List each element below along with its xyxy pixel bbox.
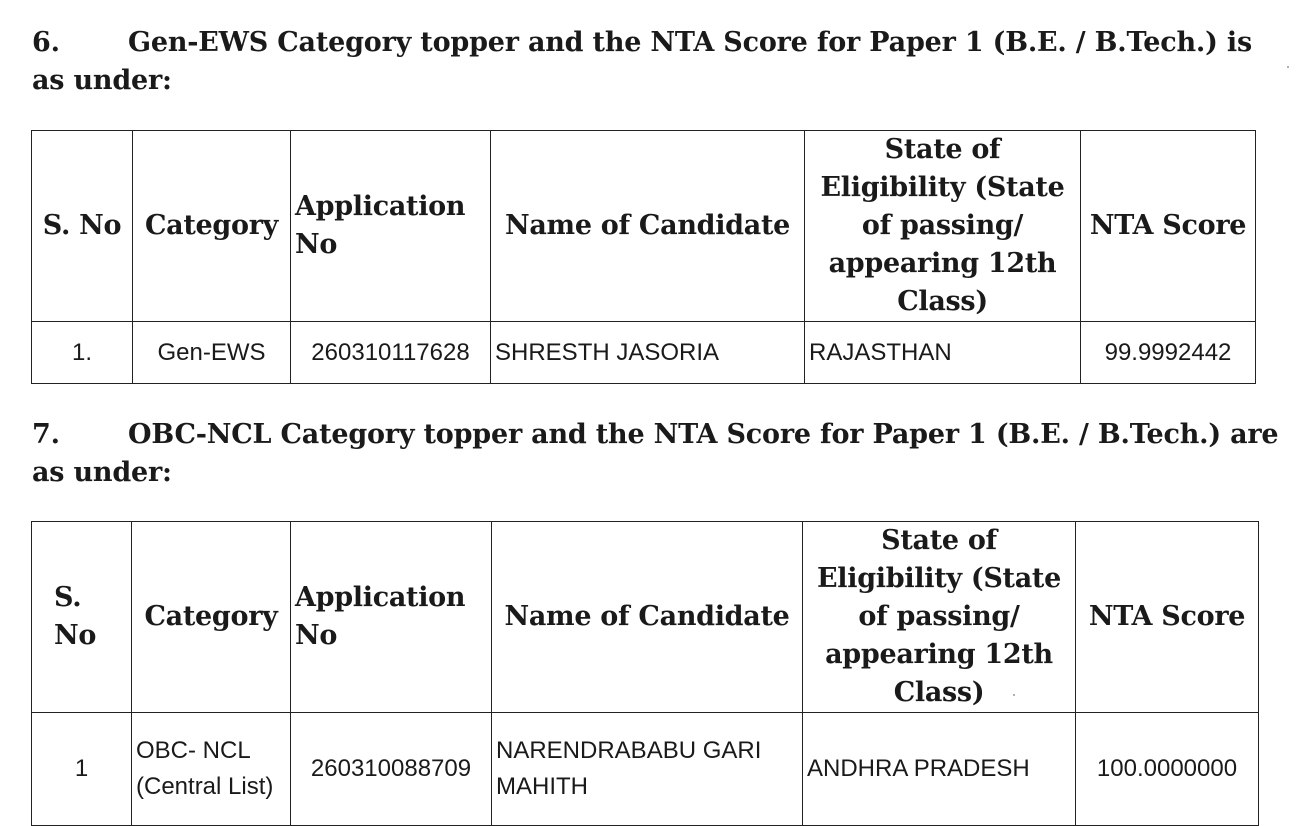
cell-category: OBC- NCL (Central List) — [132, 713, 291, 826]
section-7-heading-text: OBC-NCL Category topper and the NTA Score for Paper 1 (B.E. / B.Tech.) are as under: — [32, 419, 1279, 488]
cell-name-of-candidate: NARENDRABABU GARI MAHITH — [492, 713, 803, 826]
header-sno: S. No — [32, 522, 132, 713]
section-7-number: 7. — [32, 419, 60, 450]
section-6-heading — [32, 24, 1282, 100]
header-application-no: Application No — [291, 131, 491, 322]
table-header-row — [32, 131, 1256, 322]
gen-ews-topper-table — [31, 130, 1256, 384]
cell-sno: 1 — [32, 713, 132, 826]
cell-state: RAJASTHAN — [805, 322, 1081, 384]
cell-category: Gen-EWS — [133, 322, 291, 384]
cell-sno: 1. — [32, 322, 133, 384]
header-state-of-eligibility: State of Eligibility (State of passing/ appearing 12th Class) — [803, 522, 1076, 713]
header-category: Category — [133, 131, 291, 322]
table-row — [32, 713, 1259, 826]
scan-speck — [1013, 694, 1015, 696]
table-row — [32, 322, 1256, 384]
section-6-number: 6. — [32, 27, 60, 58]
cell-application-no: 260310088709 — [291, 713, 492, 826]
section-6-heading-text: Gen-EWS Category topper and the NTA Score for Paper 1 (B.E. / B.Tech.) is as under: — [32, 27, 1252, 96]
header-application-no: Application No — [291, 522, 492, 713]
table-header-row — [32, 522, 1259, 713]
scan-speck — [1287, 66, 1289, 68]
obc-ncl-topper-table — [31, 521, 1259, 826]
header-sno: S. No — [32, 131, 133, 322]
cell-application-no: 260310117628 — [291, 322, 491, 384]
header-name-of-candidate: Name of Candidate — [491, 131, 805, 322]
header-name-of-candidate: Name of Candidate — [492, 522, 803, 713]
section-7-heading — [32, 416, 1282, 492]
cell-nta-score: 100.0000000 — [1076, 713, 1259, 826]
header-category: Category — [132, 522, 291, 713]
cell-name-of-candidate: SHRESTH JASORIA — [491, 322, 805, 384]
header-state-of-eligibility: State of Eligibility (State of passing/ appearing 12th Class) — [805, 131, 1081, 322]
header-nta-score: NTA Score — [1081, 131, 1256, 322]
header-nta-score: NTA Score — [1076, 522, 1259, 713]
cell-state: ANDHRA PRADESH — [803, 713, 1076, 826]
cell-nta-score: 99.9992442 — [1081, 322, 1256, 384]
